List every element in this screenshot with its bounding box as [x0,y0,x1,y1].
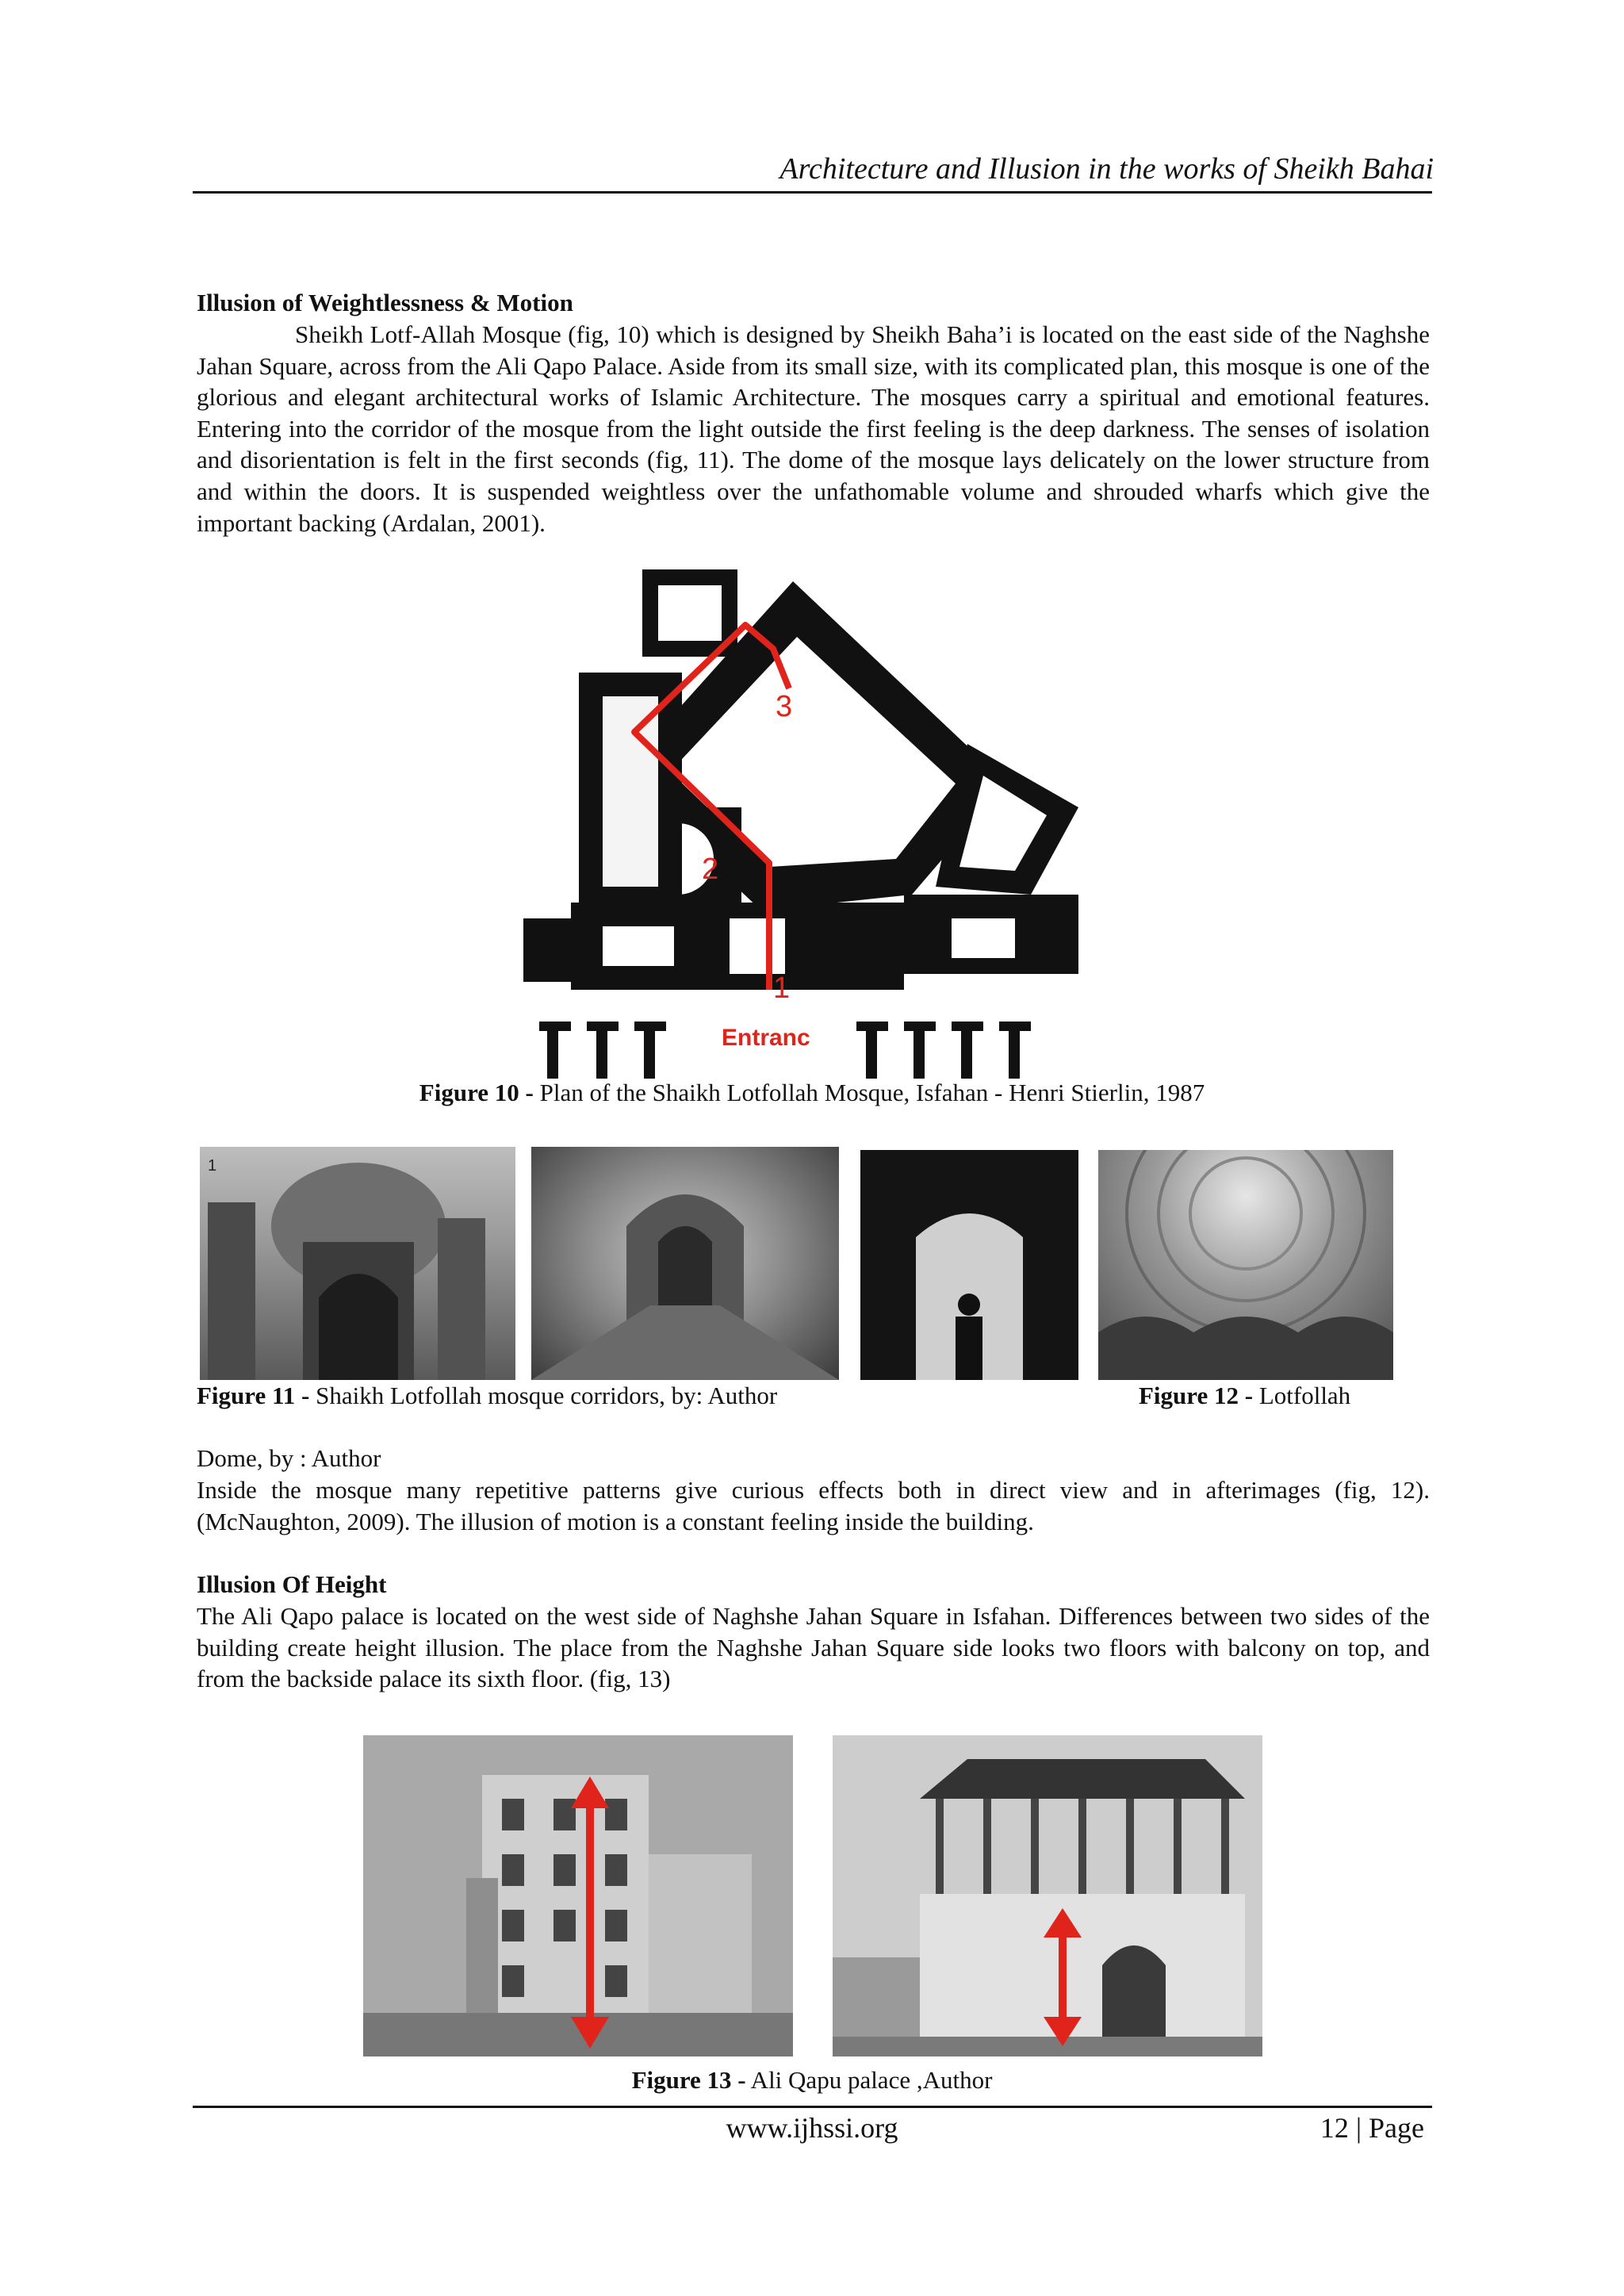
figure-11-caption [197,1380,777,1412]
plan-label-1: 1 [773,972,791,1005]
figure-10-caption-label: Figure 10 - [419,1079,534,1106]
footer-url: www.ijhssi.org [726,2112,898,2144]
figure-12-caption [1139,1380,1350,1412]
plan-label-3: 3 [776,690,793,723]
figure-13-caption-label: Figure 13 - [631,2066,746,2094]
figure-10-plan [523,546,1110,1079]
figure-10-caption [0,1077,1624,1109]
photo-corridor-silhouette [860,1150,1078,1380]
figure-12-caption-label: Figure 12 - [1139,1382,1254,1409]
plan-label-2: 2 [702,853,719,886]
figure-13-caption [0,2064,1624,2096]
figure-11-caption-label: Figure 11 - [197,1382,310,1409]
figure-11-caption-text: Shaikh Lotfollah mosque corridors, by: Author [309,1382,778,1409]
section-heading-height: Illusion Of Height [197,1570,387,1598]
photo-dome-interior [1098,1150,1393,1380]
header-rule [193,191,1432,194]
figure-13-caption-text: Ali Qapu palace ,Author [745,2066,993,2094]
paragraph-weightlessness: Sheikh Lotf-Allah Mosque (fig, 10) which is designed by Sheikh Baha’i is located on the east side of the Naghshe Jahan Square, across from the Ali Qapo Palace. Aside from its small size, with its complicated plan, this mosque is one of the glorious and elegant architectural works of Islamic Architecture. The mosques carry a spiritual and emotional features. Entering into the corridor of the mosque from the light outside the first feeling is the deep darkness. The senses of isolation and disorientation is felt in the first seconds (fig, 11). The dome of the mosque lays delicately on the lower structure from and within the doors. It is suspended weightless over the unfathomable volume and shrouded wharfs which give the important backing (Ardalan, 2001). [197,320,1430,537]
footer-rule [193,2106,1432,2108]
section-heading-weightlessness: Illusion of Weightlessness & Motion [197,289,573,316]
paragraph-motion: Inside the mosque many repetitive patterns give curious effects both in direct view and in afterimages (fig, 12). (McNaughton, 2009). The illusion of motion is a constant feeling inside the building. [197,1476,1430,1535]
plan-label-entrance: Entranc [722,1025,810,1051]
photo-ali-qapu-front [833,1735,1262,2056]
photo-ali-qapu-back [363,1735,793,2056]
figure-10-caption-text: Plan of the Shaikh Lotfollah Mosque, Isfahan - Henri Stierlin, 1987 [533,1079,1205,1106]
photo-number-label: 1 [208,1157,217,1175]
mosque-plan-drawing [523,546,1110,1079]
footer-page-number: 12 | Page [1320,2112,1424,2144]
photo-mosque-corridor [531,1147,839,1380]
running-header: Architecture and Illusion in the works of Sheikh Bahai [779,152,1434,186]
figure-12-caption-text: Lotfollah [1253,1382,1351,1409]
paragraph-height: The Ali Qapo palace is located on the west side of Naghshe Jahan Square in Isfahan. Differences between two sides of the building create height illusion. The place from the Naghshe Jahan Square side looks two floors with balcony on top, and from the backside palace its sixth floor. (fig, 13) [197,1602,1430,1693]
figure-12-caption-continued: Dome, by : Author [197,1444,381,1472]
photo-mosque-facade [200,1147,515,1380]
